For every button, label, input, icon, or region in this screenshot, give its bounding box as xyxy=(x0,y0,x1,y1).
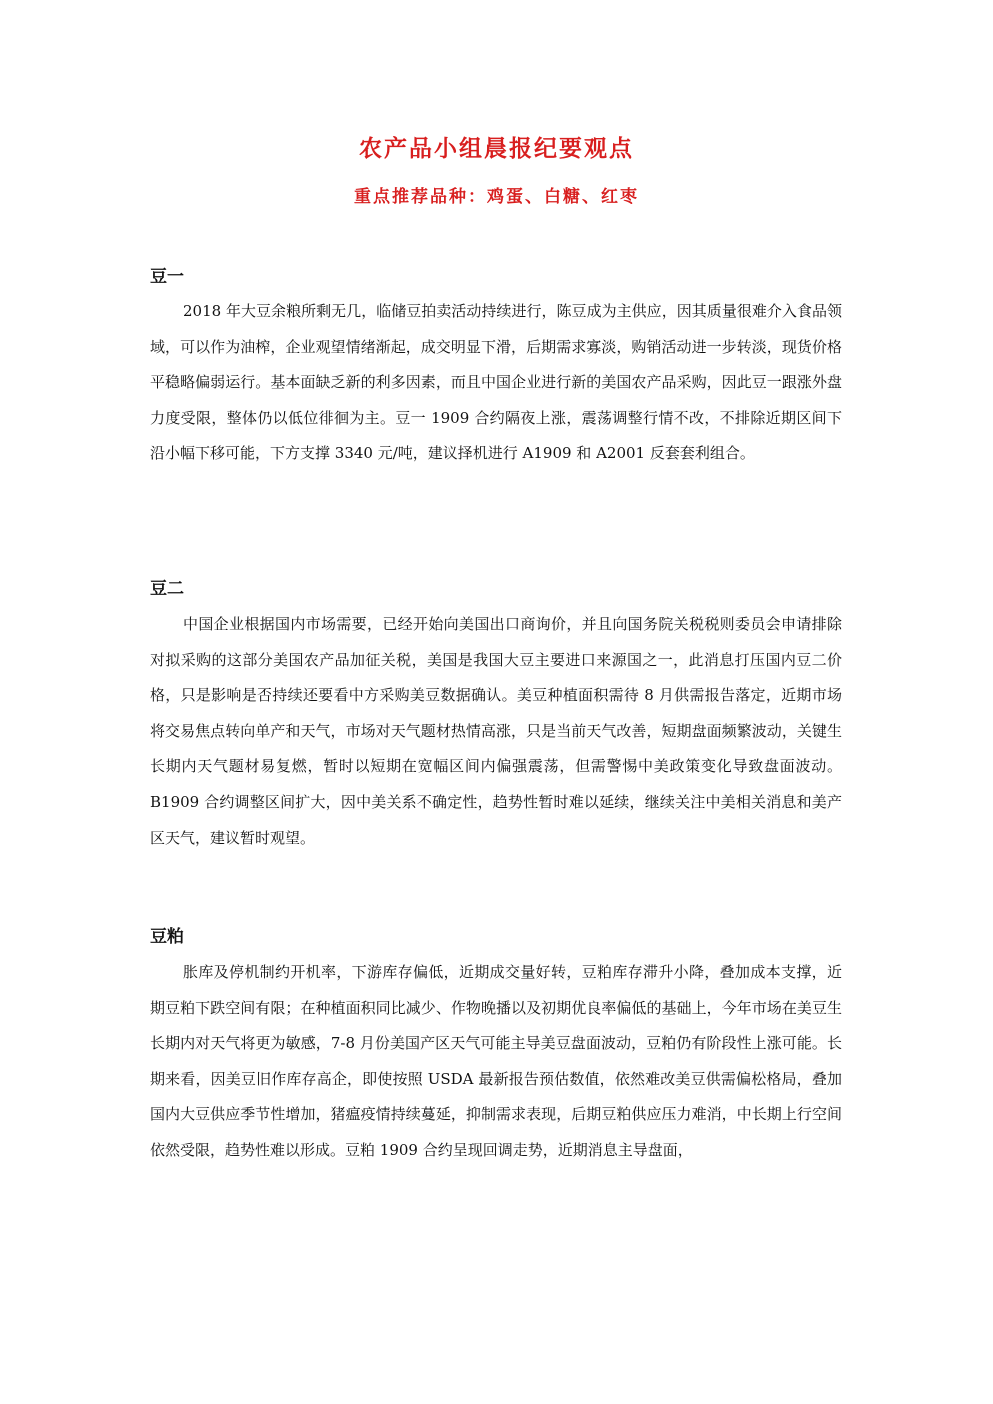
section-heading-soybean-2: 豆二 xyxy=(150,579,184,599)
report-title: 农产品小组晨报纪要观点 xyxy=(359,135,634,162)
recommended-varieties: 重点推荐品种：鸡蛋、白糖、红枣 xyxy=(354,187,639,207)
section-heading-soybean-meal: 豆粕 xyxy=(150,927,184,947)
section-body-soybean-1: 2018 年大豆余粮所剩无几，临储豆拍卖活动持续进行，陈豆成为主供应，因其质量很难介入食品领域，可以作为油榨，企业观望情绪渐起，成交明显下滑，后期需求寡淡，购销活动进一步转淡，现货价格平稳略偏弱运行。基本面缺乏新的利多因素，而且中国企业进行新的美国农产品采购，因此豆一跟涨外盘力度受限，整体仍以低位徘徊为主。豆一 1909 合约隔夜上涨，震荡调整行情不改，不排除近期区间下沿小幅下移可能，下方支撑 3340 元/吨，建议择机进行 A1909 和 A2001 反套套利组合。 xyxy=(150,302,842,463)
section-body-soybean-2: 中国企业根据国内市场需要，已经开始向美国出口商询价，并且向国务院关税税则委员会申请排除对拟采购的这部分美国农产品加征关税，美国是我国大豆主要进口来源国之一，此消息打压国内豆二价格，只是影响是否持续还要看中方采购美豆数据确认。美豆种植面积需待 8 月供需报告落定，近期市场将交易焦点转向单产和天气，市场对天气题材热情高涨，只是当前天气改善，短期盘面频繁波动，关键生长期内天气题材易复燃，暂时以短期在宽幅区间内偏强震荡，但需警惕中美政策变化导致盘面波动。B1909 合约调整区间扩大，因中美关系不确定性，趋势性暂时难以延续，继续关注中美相关消息和美产区天气，建议暂时观望。 xyxy=(150,615,842,847)
section-body-soybean-meal: 胀库及停机制约开机率，下游库存偏低，近期成交量好转，豆粕库存滞升小降，叠加成本支撑，近期豆粕下跌空间有限；在种植面积同比减少、作物晚播以及初期优良率偏低的基础上，今年市场在美豆生长期内对天气将更为敏感，7-8 月份美国产区天气可能主导美豆盘面波动，豆粕仍有阶段性上涨可能。长期来看，因美豆旧作库存高企，即使按照 USDA 最新报告预估数值，依然难改美豆供需偏松格局，叠加国内大豆供应季节性增加，猪瘟疫情持续蔓延，抑制需求表现，后期豆粕供应压力难消，中长期上行空间依然受限，趋势性难以形成。豆粕 1909 合约呈现回调走势，近期消息主导盘面， xyxy=(150,963,842,1159)
section-heading-soybean-1: 豆一 xyxy=(150,267,184,287)
